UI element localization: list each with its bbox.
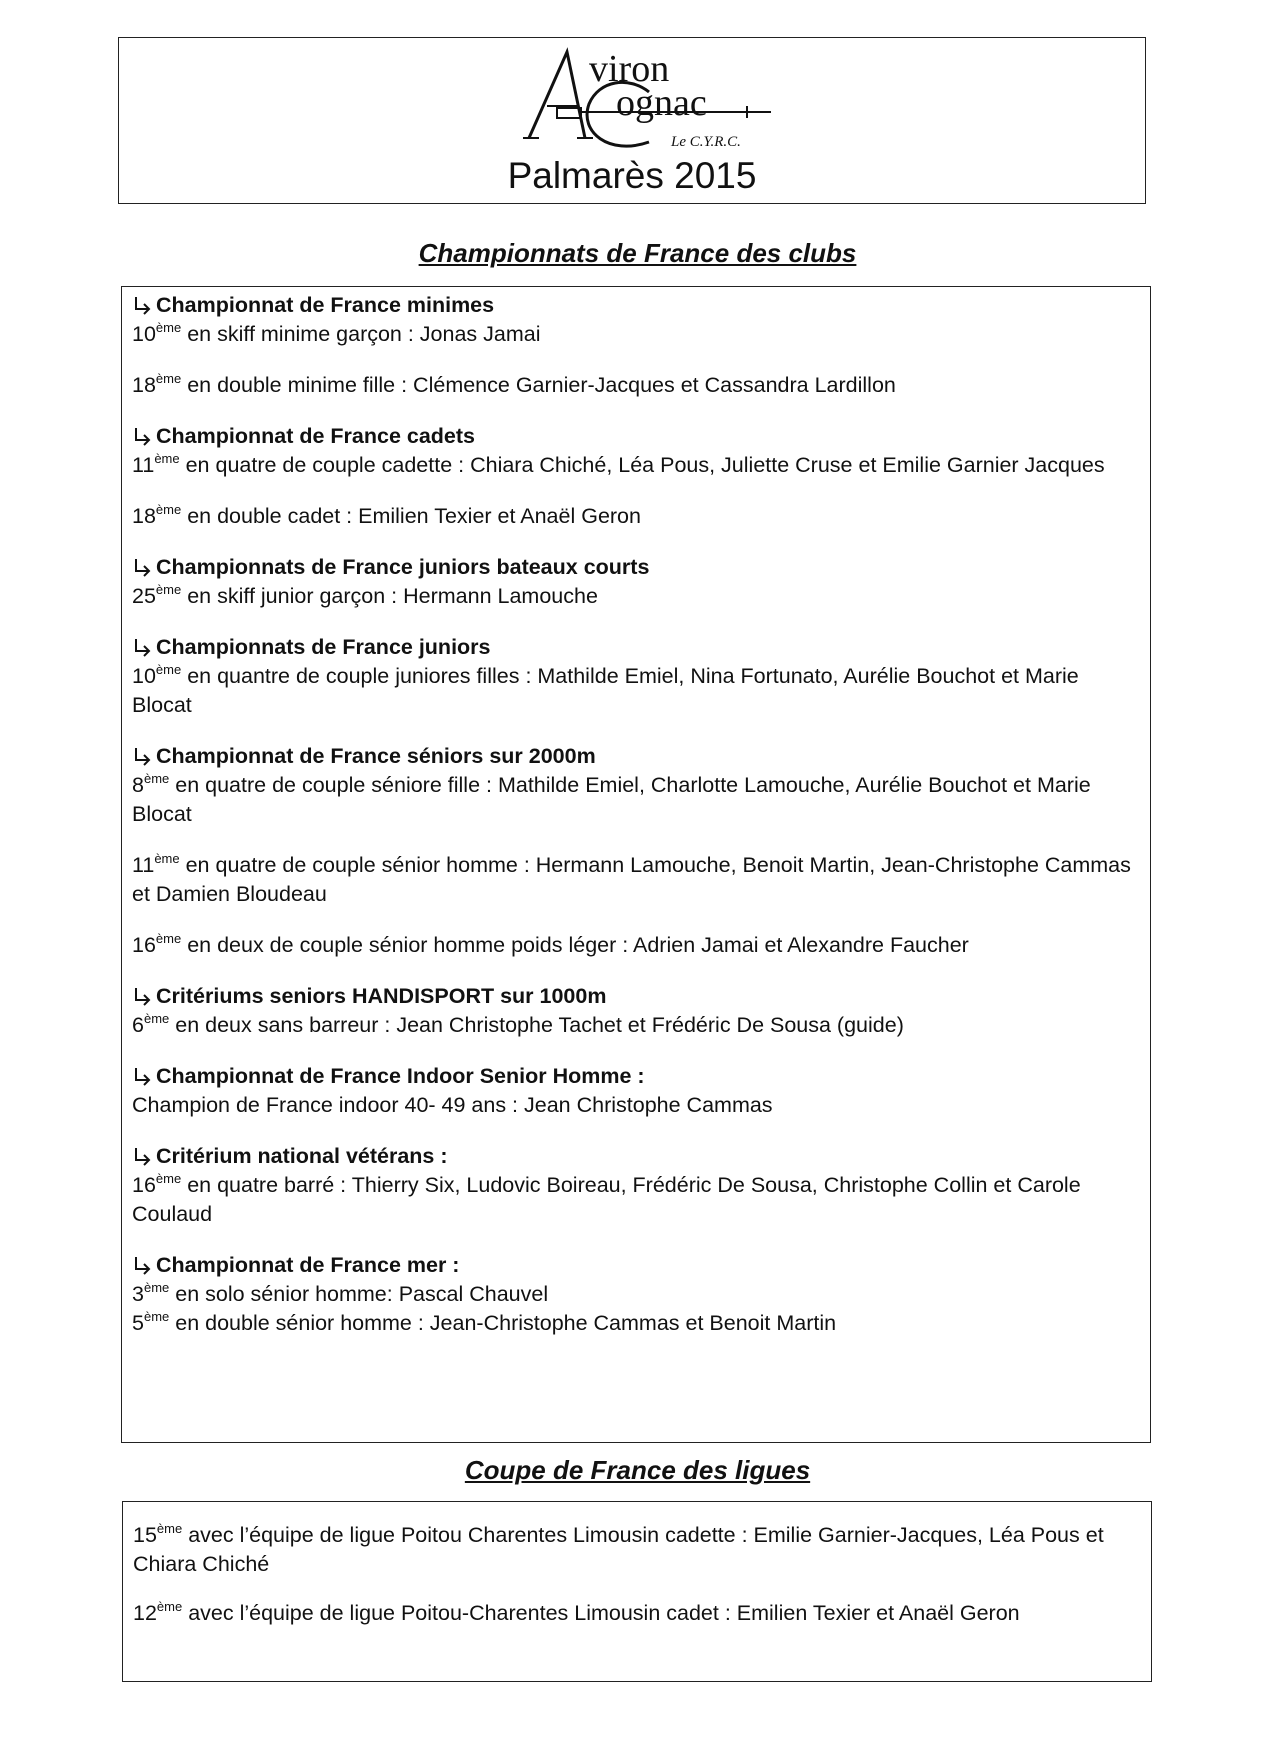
rank-suffix: ème — [155, 371, 182, 386]
championship-title — [132, 633, 1140, 662]
rank-number: 8 — [132, 773, 144, 797]
championship-title — [132, 982, 1140, 1011]
rank-suffix: ème — [154, 851, 180, 866]
result-entry — [132, 1011, 1140, 1040]
rank-number: 11 — [132, 453, 155, 477]
result-entry — [132, 451, 1140, 480]
rank-number: 15 — [133, 1523, 157, 1547]
result-entry — [132, 371, 1140, 400]
arrow-bullet-icon — [132, 637, 154, 659]
rank-number: 6 — [132, 1013, 144, 1037]
rank-suffix: ème — [156, 1521, 183, 1536]
result-text: en deux sans barreur : Jean Christophe Tachet et Frédéric De Sousa (guide) — [169, 1013, 904, 1037]
result-entry — [132, 582, 1140, 611]
result-text: en double minime fille : Clémence Garnier-Jacques et Cassandra Lardillon — [181, 373, 896, 397]
championship-title-text: Championnat de France cadets — [156, 424, 475, 448]
result-entry — [132, 1309, 1140, 1338]
championship-title-text: Championnat de France séniors sur 2000m — [156, 744, 596, 768]
result-text: en quatre de couple sénior homme : Hermann Lamouche, Benoit Martin, Jean-Christophe Cammas et Damien Bloudeau — [132, 853, 1131, 906]
clubs-results-box — [121, 286, 1151, 1443]
arrow-bullet-icon — [132, 1066, 154, 1088]
rank-number: 18 — [132, 373, 156, 397]
championship-title-text: Championnats de France juniors — [156, 635, 491, 659]
result-text: en deux de couple sénior homme poids léger : Adrien Jamai et Alexandre Faucher — [181, 933, 969, 957]
championship-title — [132, 291, 1140, 320]
result-text: en double cadet : Emilien Texier et Anaël Geron — [181, 504, 641, 528]
arrow-bullet-icon — [132, 986, 154, 1008]
arrow-bullet-icon — [132, 557, 154, 579]
result-text: en quantre de couple juniores filles : Mathilde Emiel, Nina Fortunato, Aurélie Bouchot et Marie Blocat — [132, 664, 1079, 717]
championship-title — [132, 1251, 1140, 1280]
section-heading-ligues: Coupe de France des ligues — [464, 1455, 811, 1485]
result-text: en quatre de couple séniore fille : Mathilde Emiel, Charlotte Lamouche, Aurélie Bouchot et Marie Blocat — [132, 773, 1091, 826]
rank-suffix: ème — [155, 931, 182, 946]
result-text: en skiff junior garçon : Hermann Lamouche — [181, 584, 598, 608]
championship-title — [132, 1062, 1140, 1091]
result-text: en double sénior homme : Jean-Christophe Cammas et Benoit Martin — [169, 1311, 837, 1335]
championship-title — [132, 1142, 1140, 1171]
championship-title — [132, 553, 1140, 582]
result-entry — [132, 931, 1140, 960]
result-text: en quatre barré : Thierry Six, Ludovic Boireau, Frédéric De Sousa, Christophe Collin et Carole Coulaud — [132, 1173, 1081, 1226]
result-entry — [132, 662, 1140, 720]
rank-number: 18 — [132, 504, 156, 528]
championship-title-text: Championnat de France mer : — [156, 1253, 460, 1277]
result-text: avec l’équipe de ligue Poitou-Charentes Limousin cadet : Emilien Texier et Anaël Geron — [182, 1601, 1020, 1625]
arrow-bullet-icon — [132, 426, 154, 448]
result-text: Champion de France indoor 40- 49 ans : Jean Christophe Cammas — [132, 1093, 773, 1117]
championship-group — [132, 742, 1140, 960]
rank-number: 25 — [132, 584, 156, 608]
championship-title — [132, 742, 1140, 771]
logo-tagline: Le C.Y.R.C. — [671, 134, 741, 150]
rank-number: 5 — [132, 1311, 144, 1335]
result-entry — [132, 771, 1140, 829]
result-entry — [133, 1521, 1141, 1579]
rank-number: 16 — [132, 1173, 156, 1197]
page-title: Palmarès 2015 — [507, 155, 757, 196]
rank-suffix: ème — [143, 771, 170, 786]
section-heading-clubs: Championnats de France des clubs — [418, 238, 857, 268]
rank-suffix: ème — [155, 662, 182, 677]
rank-number: 11 — [132, 853, 155, 877]
rank-suffix: ème — [143, 1280, 170, 1295]
club-logo — [519, 46, 779, 156]
championship-title-text: Championnat de France minimes — [156, 293, 495, 317]
championship-group — [132, 422, 1140, 531]
rank-suffix: ème — [143, 1011, 170, 1026]
arrow-bullet-icon — [132, 1146, 154, 1168]
result-entry — [132, 1171, 1140, 1229]
rank-number: 12 — [133, 1601, 157, 1625]
arrow-bullet-icon — [132, 746, 154, 768]
result-entry — [132, 1280, 1140, 1309]
rank-number: 16 — [132, 933, 156, 957]
rank-number: 10 — [132, 322, 156, 346]
rank-suffix: ème — [155, 582, 182, 597]
rank-suffix: ème — [154, 451, 180, 466]
championship-group — [132, 553, 1140, 611]
result-text: avec l’équipe de ligue Poitou Charentes Limousin cadette : Emilie Garnier-Jacques, Léa Pous et Chiara Chiché — [133, 1523, 1104, 1576]
logo-word-cognac: ognac — [616, 82, 707, 124]
result-text: en skiff minime garçon : Jonas Jamai — [181, 322, 541, 346]
rank-suffix: ème — [155, 1171, 182, 1186]
rank-suffix: ème — [155, 320, 182, 335]
championship-title-text: Championnats de France juniors bateaux courts — [156, 555, 650, 579]
rank-suffix: ème — [156, 1599, 183, 1614]
championship-group — [132, 1251, 1140, 1338]
result-text: en quatre de couple cadette : Chiara Chiché, Léa Pous, Juliette Cruse et Emilie Garnier Jacques — [179, 453, 1105, 477]
championship-group — [132, 1142, 1140, 1229]
rank-suffix: ème — [143, 1309, 170, 1324]
logo-word-aviron: viron — [589, 48, 670, 90]
header-box — [118, 37, 1146, 204]
result-entry — [132, 320, 1140, 349]
result-text: en solo sénior homme: Pascal Chauvel — [169, 1282, 549, 1306]
result-entry — [132, 1091, 1140, 1120]
arrow-bullet-icon — [132, 1255, 154, 1277]
championship-group — [132, 982, 1140, 1040]
championship-title-text: Critérium national vétérans : — [156, 1144, 448, 1168]
championship-title-text: Critériums seniors HANDISPORT sur 1000m — [156, 984, 607, 1008]
championship-title — [132, 422, 1140, 451]
ligues-results-box — [122, 1501, 1152, 1682]
championship-title-text: Championnat de France Indoor Senior Homme : — [156, 1064, 645, 1088]
rank-number: 3 — [132, 1282, 144, 1306]
championship-group — [132, 633, 1140, 720]
rank-number: 10 — [132, 664, 156, 688]
rank-suffix: ème — [155, 502, 182, 517]
championship-group — [132, 1062, 1140, 1120]
championship-group — [132, 291, 1140, 400]
result-entry — [133, 1599, 1141, 1628]
result-entry — [132, 851, 1140, 909]
result-entry — [132, 502, 1140, 531]
arrow-bullet-icon — [132, 295, 154, 317]
